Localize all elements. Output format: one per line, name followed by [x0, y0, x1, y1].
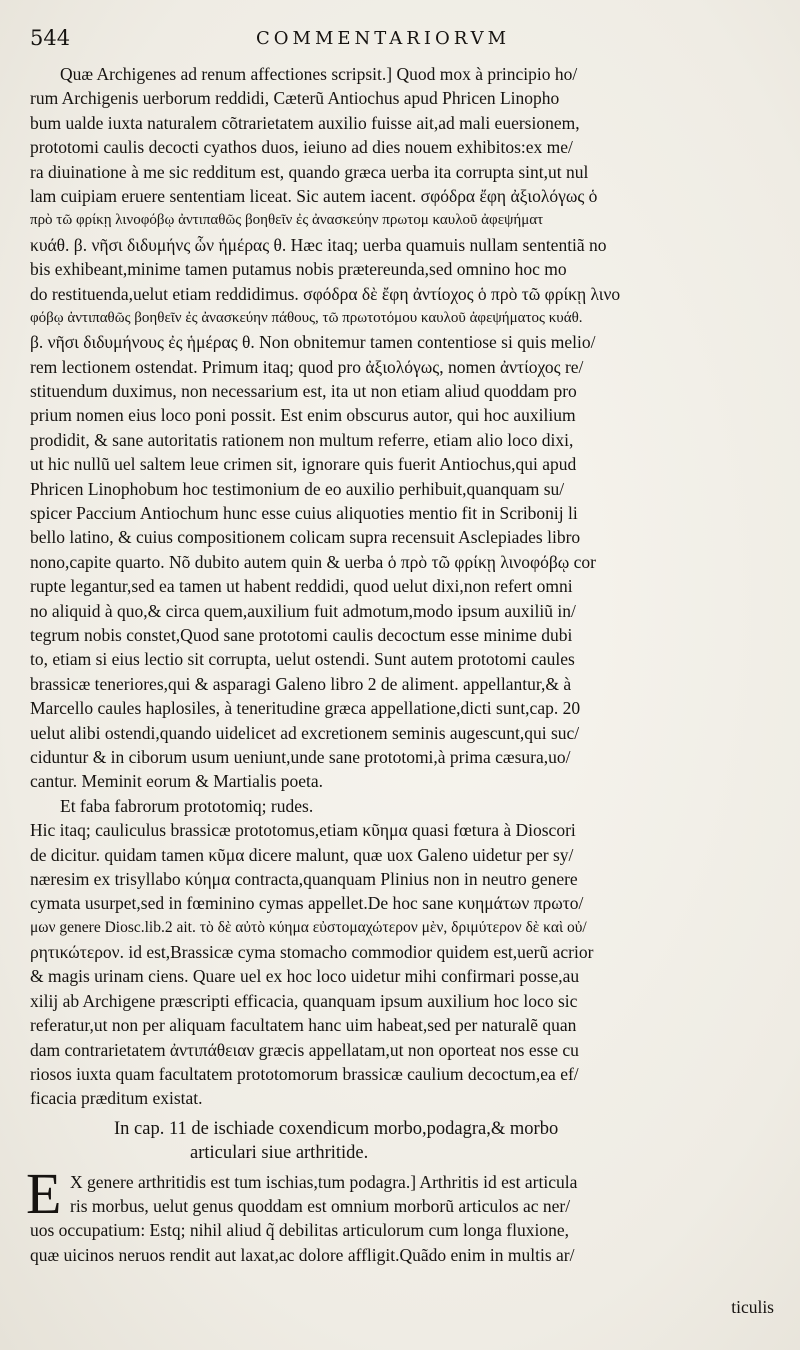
text-line: næresim ex trisyllabo κύημα contracta,quanquam Plinius non in neutro genere: [30, 868, 578, 889]
running-head: COMMENTARIORVM: [256, 28, 511, 49]
text-line: Phricen Linophobum hoc testimonium de eo auxilio perhibuit,quanquam su/: [30, 478, 565, 499]
text-line: rem lectionem ostendat. Primum itaq; quod pro ἀξιολόγως, nomen ἀντίοχος re/: [30, 356, 584, 377]
text-line: Hic itaq; cauliculus brassicæ prototomus,etiam κῦημα quasi fœtura à Dioscori: [30, 820, 576, 841]
text-line: xilij ab Archigene præscripti efficacia, quanquam ipsum auxilium hoc loco sic: [30, 990, 578, 1011]
text-line: no aliquid à quo,& circa quem,auxilium fuit admotum,modo ipsum auxiliũ in/: [30, 600, 576, 621]
text-line: cantur. Meminit eorum & Martialis poeta.: [30, 771, 324, 792]
text-line: Quæ Archigenes ad renum affectiones scripsit.] Quod mox à principio ho/: [60, 64, 578, 84]
text-line: prodidit, & sane autoritatis rationem non multum referre, etiam alio loco dixi,: [30, 429, 574, 450]
chapter-heading: In cap. 11 de ischiade coxendicum morbo,podagra,& morbo: [114, 1118, 559, 1139]
verse-line: Et faba fabrorum prototomiq; rudes.: [60, 795, 314, 816]
final-paragraph: [26, 1160, 778, 1268]
text-line: & magis urinam ciens. Quare uel ex hoc loco uidetur mihi confirmari posse,au: [30, 966, 580, 987]
text-line: cymata usurpet,sed in fœminino cymas appellet.De hoc sane κυημάτων πρωτο/: [30, 893, 584, 914]
text-line: X genere arthritidis est tum ischias,tum podagra.] Arthritis id est articula: [70, 1171, 578, 1192]
text-line: ris morbus, uelut genus quoddam est omnium morborũ articulos ac ner/: [70, 1195, 571, 1216]
text-line: do restituenda,uelut etiam reddidimus. σφόδρα δὲ ἔφη ἀντίοχος ὁ πρὸ τῶ φρίκῃ λινο: [30, 283, 621, 304]
text-line: quæ uicinos neruos rendit aut laxat,ac dolore affligit.Quãdo enim in multis ar/: [30, 1244, 575, 1265]
text-line: ficacia præditum existat.: [30, 1088, 203, 1109]
text-line: dam contrarietatem ἀντιπάθειαν græcis appellatam,ut non oporteat nos esse cu: [30, 1039, 579, 1060]
text-line: uelut alibi ostendi,quando uidelicet ad excretionem seminis augescunt,qui suc/: [30, 722, 580, 743]
text-line: referatur,ut non per aliquam facultatem hanc uim habeat,sed per naturalẽ quan: [30, 1015, 577, 1036]
chapter-heading-cont: articulari siue arthritide.: [190, 1143, 369, 1164]
text-line: to, etiam si eius lectio sit corrupta, uelut ostendi. Sunt autem prototomi caules: [30, 649, 575, 670]
text-line: β. νῆσι διδυμήνους ἐς ἡμέρας θ. Non obnitemur tamen contentiose si quis melio/: [30, 332, 596, 353]
text-line: tegrum nobis constet,Quod sane prototomi caulis decoctum esse minime dubi: [30, 624, 573, 645]
text-line: de dicitur. quidam tamen κῦμα dicere malunt, quæ uox Galeno uidetur per sy/: [30, 844, 574, 865]
text-line: prium nomen eius loco poni possit. Est enim obscurus autor, qui hoc auxilium: [30, 405, 576, 426]
text-line: ρητικώτερον. id est,Brassicæ cyma stomacho commodior quidem est,uerũ acrior: [30, 942, 594, 963]
text-line: prototomi caulis decocti cyathos duos, ieiuno ad dies nouem exhibitos:ex me/: [30, 137, 573, 158]
text-line: stituendum duximus, non necessarium est, ita ut non etiam aliud quoddam pro: [30, 381, 577, 402]
drop-capital: E: [26, 1160, 62, 1226]
text-line: uos occupatium: Estq; nihil aliud q̃ debilitas articulorum cum longa fluxione,: [30, 1220, 569, 1241]
catchword: ticulis: [731, 1297, 774, 1317]
text-line: ut hic nullũ uel saltem leue crimen sit, ignorare quis fuerit Antiochus,qui apud: [30, 454, 577, 475]
text-line: rum Archigenis uerborum reddidi, Cæterũ Antiochus apud Phricen Linopho: [30, 88, 560, 109]
page-header: [26, 26, 786, 54]
text-line: bello latino, & cuius compositionem colicam supra recensuit Asclepiades libro: [30, 527, 581, 548]
text-line: riosos iuxta quam facultatem prototomorum brassicæ caulium decoctum,ea ef/: [30, 1064, 579, 1085]
text-line: ciduntur & in ciborum usum ueniunt,unde sane prototomi,à prima cæsura,uo/: [30, 746, 571, 767]
text-line: φόβῳ ἀντιπαθῶς βοηθεῖν ἐς ἀνασκεύην πάθους, τῶ πρωτοτόμου καυλοῦ ἀφεψήματος κυάθ.: [30, 309, 583, 326]
text-line: bis exhibeant,minime tamen putamus nobis prætereunda,sed omnino hoc mo: [30, 259, 567, 280]
text-line: μων genere Diosc.lib.2 ait. τὸ δὲ αὐτὸ κύημα εὐστομαχώτερον μὲν, δριμύτερον δὲ καὶ οὐ/: [30, 918, 587, 936]
text-line: κυάθ. β. νῆσι διδυμήνς ὧν ἡμέρας θ. Hæc itaq; uerba quamuis nullam sententiã no: [30, 234, 607, 255]
text-line: rupte legantur,sed ea tamen ut habent reddidi, quod uelut dixi,non refert omni: [30, 576, 573, 597]
text-line: nono,capite quarto. Nõ dubito autem quin & uerba ὁ πρὸ τῶ φρίκῃ λινοφόβῳ cor: [30, 551, 596, 572]
main-text: [26, 62, 778, 1267]
text-line: spicer Paccium Antiochum hunc esse cuius aliquoties mentio fit in Scribonij li: [30, 503, 578, 524]
text-line: Marcello caules haplosiles, à teneritudine græca appellatione,dicti sunt,cap. 20: [30, 698, 581, 719]
text-line: lam cuipiam eruere sententiam liceat. Sic autem iacent. σφόδρα ἔφη ἀξιολόγως ὁ: [30, 185, 598, 206]
text-line: πρὸ τῶ φρίκῃ λινοφόβῳ ἀντιπαθῶς βοηθεῖν ἐς ἀνασκεύην πρωτομ καυλοῦ ἀφεψήματ: [30, 212, 544, 229]
text-line: brassicæ teneriores,qui & asparagi Galeno libro 2 de aliment. appellantur,& à: [30, 673, 572, 694]
page-number: 544: [30, 26, 71, 50]
text-line: ra diuinatione à me sic redditum est, quando græca uerba ita corrupta sint,ut nul: [30, 161, 589, 182]
text-line: bum ualde iuxta naturalem cõtrarietatem auxilio fuisse ait,ad mali euersionem,: [30, 112, 580, 133]
